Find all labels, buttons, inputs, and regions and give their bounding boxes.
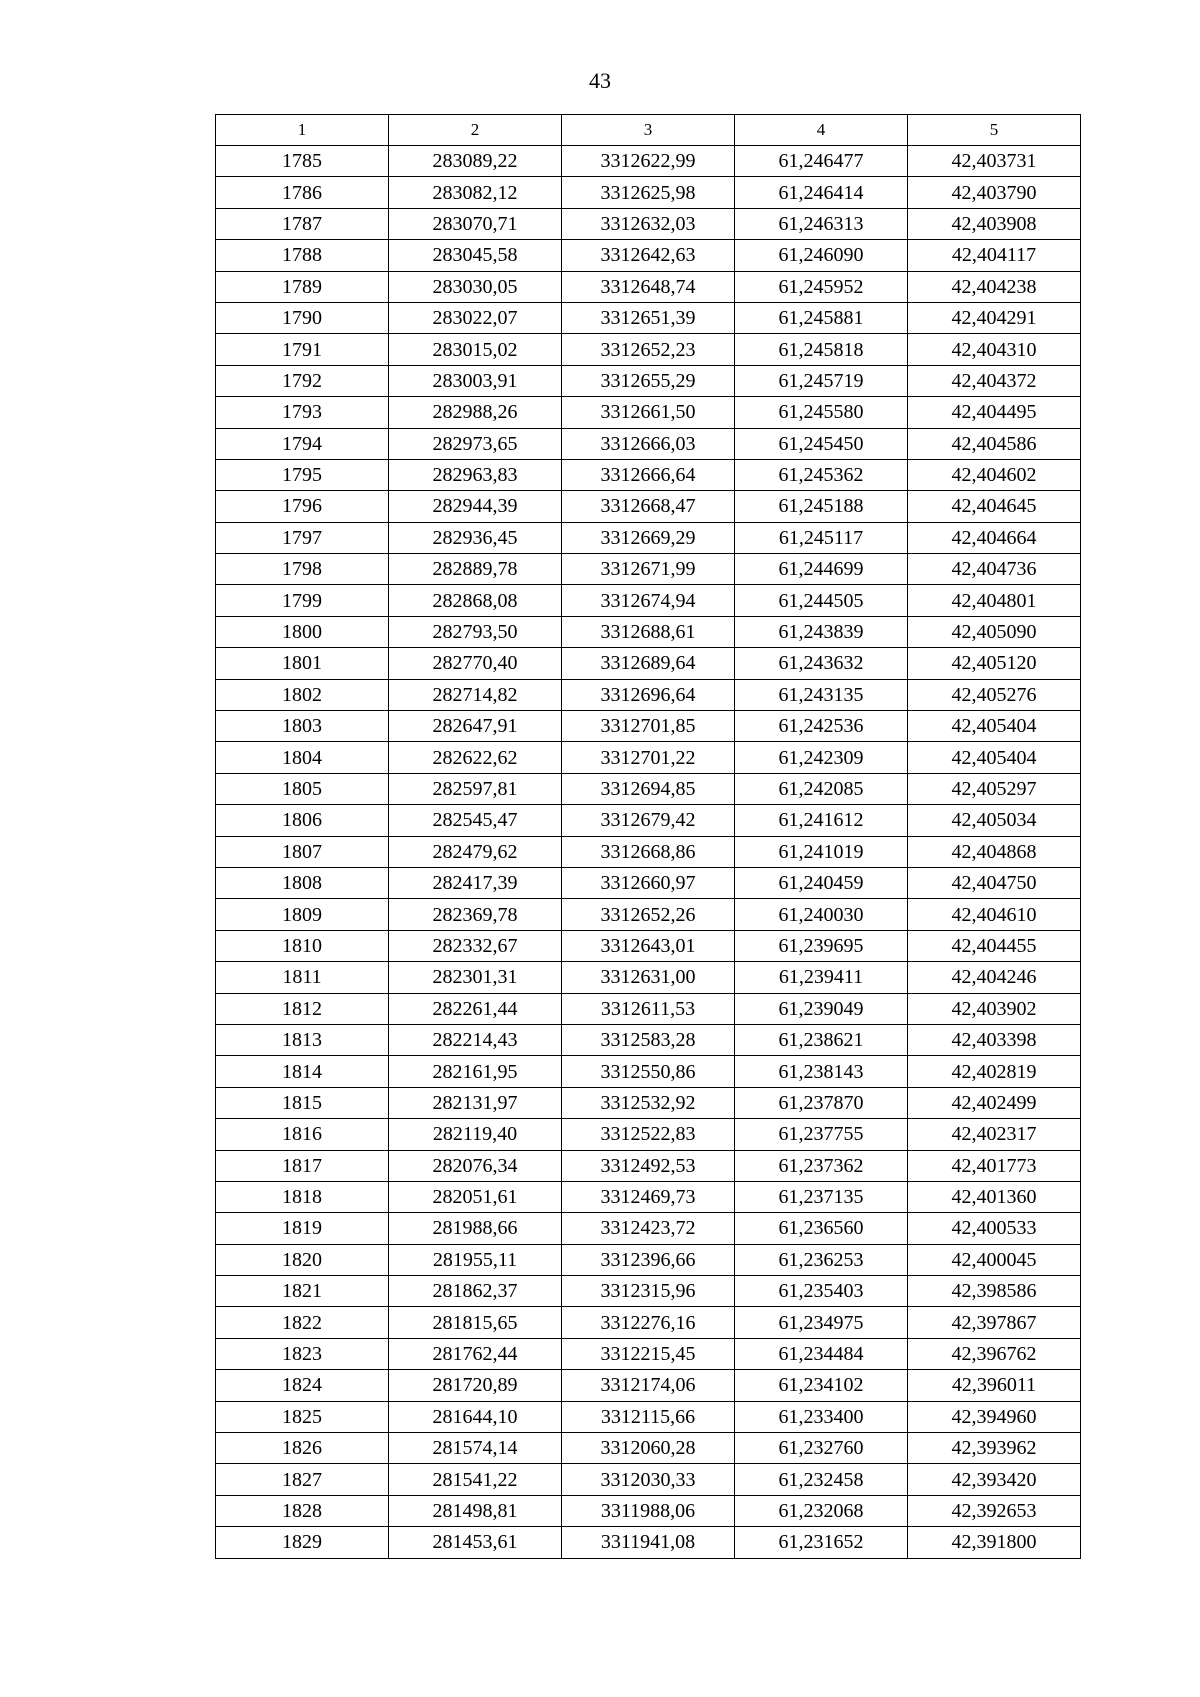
table-cell-col-1: 1822 bbox=[216, 1307, 389, 1338]
table-cell-col-4: 61,234102 bbox=[735, 1370, 908, 1401]
table-row bbox=[216, 679, 1081, 710]
table-cell-col-2: 281498,81 bbox=[389, 1495, 562, 1526]
table-cell-col-1: 1817 bbox=[216, 1150, 389, 1181]
table-cell-col-4: 61,240030 bbox=[735, 899, 908, 930]
table-cell-col-4: 61,234975 bbox=[735, 1307, 908, 1338]
table-cell-col-3: 3312550,86 bbox=[562, 1056, 735, 1087]
table-row bbox=[216, 867, 1081, 898]
column-header-2: 2 bbox=[389, 115, 562, 146]
table-cell-col-1: 1815 bbox=[216, 1087, 389, 1118]
table-row bbox=[216, 334, 1081, 365]
table-cell-col-1: 1811 bbox=[216, 962, 389, 993]
table-cell-col-1: 1810 bbox=[216, 930, 389, 961]
table-cell-col-2: 282988,26 bbox=[389, 397, 562, 428]
table-cell-col-4: 61,245362 bbox=[735, 459, 908, 490]
column-header-3: 3 bbox=[562, 115, 735, 146]
table-cell-col-5: 42,403398 bbox=[908, 1024, 1081, 1055]
table-cell-col-4: 61,243839 bbox=[735, 616, 908, 647]
table-cell-col-3: 3312689,64 bbox=[562, 648, 735, 679]
table-cell-col-5: 42,405034 bbox=[908, 805, 1081, 836]
table-row bbox=[216, 208, 1081, 239]
table-cell-col-1: 1823 bbox=[216, 1338, 389, 1369]
table-cell-col-3: 3312668,47 bbox=[562, 491, 735, 522]
table-row bbox=[216, 177, 1081, 208]
table-cell-col-1: 1792 bbox=[216, 365, 389, 396]
table-row bbox=[216, 1433, 1081, 1464]
table-cell-col-2: 282051,61 bbox=[389, 1181, 562, 1212]
table-cell-col-4: 61,239411 bbox=[735, 962, 908, 993]
table-row bbox=[216, 1527, 1081, 1558]
table-cell-col-2: 281815,65 bbox=[389, 1307, 562, 1338]
table-cell-col-4: 61,243135 bbox=[735, 679, 908, 710]
table-row bbox=[216, 428, 1081, 459]
table-cell-col-5: 42,391800 bbox=[908, 1527, 1081, 1558]
table-row bbox=[216, 930, 1081, 961]
table-cell-col-1: 1799 bbox=[216, 585, 389, 616]
table-cell-col-3: 3311941,08 bbox=[562, 1527, 735, 1558]
table-cell-col-5: 42,400533 bbox=[908, 1213, 1081, 1244]
table-cell-col-4: 61,238621 bbox=[735, 1024, 908, 1055]
table-cell-col-2: 282131,97 bbox=[389, 1087, 562, 1118]
table-cell-col-2: 282944,39 bbox=[389, 491, 562, 522]
table-cell-col-3: 3312631,00 bbox=[562, 962, 735, 993]
table-row bbox=[216, 648, 1081, 679]
table-cell-col-5: 42,404645 bbox=[908, 491, 1081, 522]
table-row bbox=[216, 302, 1081, 333]
coordinates-table bbox=[215, 114, 1081, 1559]
table-row bbox=[216, 993, 1081, 1024]
table-cell-col-2: 282770,40 bbox=[389, 648, 562, 679]
table-cell-col-3: 3312469,73 bbox=[562, 1181, 735, 1212]
table-cell-col-1: 1806 bbox=[216, 805, 389, 836]
table-cell-col-3: 3312701,85 bbox=[562, 711, 735, 742]
table-cell-col-4: 61,244699 bbox=[735, 554, 908, 585]
table-cell-col-4: 61,239049 bbox=[735, 993, 908, 1024]
table-row bbox=[216, 711, 1081, 742]
table-cell-col-2: 282793,50 bbox=[389, 616, 562, 647]
table-row bbox=[216, 1370, 1081, 1401]
table-cell-col-1: 1813 bbox=[216, 1024, 389, 1055]
table-row bbox=[216, 773, 1081, 804]
table-cell-col-2: 282714,82 bbox=[389, 679, 562, 710]
table-cell-col-4: 61,239695 bbox=[735, 930, 908, 961]
table-cell-col-5: 42,400045 bbox=[908, 1244, 1081, 1275]
table-cell-col-5: 42,394960 bbox=[908, 1401, 1081, 1432]
table-cell-col-3: 3312666,03 bbox=[562, 428, 735, 459]
table-cell-col-2: 282479,62 bbox=[389, 836, 562, 867]
table-cell-col-5: 42,404495 bbox=[908, 397, 1081, 428]
table-cell-col-3: 3312174,06 bbox=[562, 1370, 735, 1401]
table-cell-col-4: 61,237870 bbox=[735, 1087, 908, 1118]
table-cell-col-5: 42,405404 bbox=[908, 742, 1081, 773]
table-cell-col-3: 3312060,28 bbox=[562, 1433, 735, 1464]
table-cell-col-3: 3311988,06 bbox=[562, 1495, 735, 1526]
table-row bbox=[216, 616, 1081, 647]
table-cell-col-3: 3312668,86 bbox=[562, 836, 735, 867]
table-cell-col-1: 1785 bbox=[216, 146, 389, 177]
table-cell-col-2: 283082,12 bbox=[389, 177, 562, 208]
table-cell-col-5: 42,398586 bbox=[908, 1276, 1081, 1307]
table-cell-col-3: 3312655,29 bbox=[562, 365, 735, 396]
table-cell-col-2: 282622,62 bbox=[389, 742, 562, 773]
table-cell-col-3: 3312115,66 bbox=[562, 1401, 735, 1432]
table-cell-col-2: 282889,78 bbox=[389, 554, 562, 585]
table-row bbox=[216, 1119, 1081, 1150]
table-cell-col-4: 61,245450 bbox=[735, 428, 908, 459]
table-cell-col-1: 1828 bbox=[216, 1495, 389, 1526]
table-cell-col-4: 61,246313 bbox=[735, 208, 908, 239]
table-cell-col-5: 42,402499 bbox=[908, 1087, 1081, 1118]
table-cell-col-5: 42,405276 bbox=[908, 679, 1081, 710]
table-cell-col-1: 1789 bbox=[216, 271, 389, 302]
table-cell-col-5: 42,404291 bbox=[908, 302, 1081, 333]
table-cell-col-3: 3312522,83 bbox=[562, 1119, 735, 1150]
table-cell-col-2: 282261,44 bbox=[389, 993, 562, 1024]
table-body bbox=[216, 146, 1081, 1559]
table-cell-col-3: 3312423,72 bbox=[562, 1213, 735, 1244]
table-cell-col-2: 281720,89 bbox=[389, 1370, 562, 1401]
table-cell-col-3: 3312396,66 bbox=[562, 1244, 735, 1275]
table-cell-col-3: 3312625,98 bbox=[562, 177, 735, 208]
table-cell-col-3: 3312648,74 bbox=[562, 271, 735, 302]
table-cell-col-1: 1797 bbox=[216, 522, 389, 553]
table-cell-col-3: 3312492,53 bbox=[562, 1150, 735, 1181]
table-cell-col-4: 61,235403 bbox=[735, 1276, 908, 1307]
table-cell-col-5: 42,404868 bbox=[908, 836, 1081, 867]
table-cell-col-2: 283030,05 bbox=[389, 271, 562, 302]
table-cell-col-2: 282963,83 bbox=[389, 459, 562, 490]
table-cell-col-3: 3312696,64 bbox=[562, 679, 735, 710]
table-cell-col-5: 42,396011 bbox=[908, 1370, 1081, 1401]
table-cell-col-4: 61,245881 bbox=[735, 302, 908, 333]
table-cell-col-1: 1791 bbox=[216, 334, 389, 365]
table-cell-col-5: 42,403902 bbox=[908, 993, 1081, 1024]
table-cell-col-3: 3312661,50 bbox=[562, 397, 735, 428]
table-cell-col-1: 1802 bbox=[216, 679, 389, 710]
table-row bbox=[216, 742, 1081, 773]
table-cell-col-1: 1807 bbox=[216, 836, 389, 867]
table-row bbox=[216, 1244, 1081, 1275]
table-cell-col-5: 42,403908 bbox=[908, 208, 1081, 239]
table-cell-col-2: 283070,71 bbox=[389, 208, 562, 239]
table-row bbox=[216, 836, 1081, 867]
table-cell-col-4: 61,243632 bbox=[735, 648, 908, 679]
table-cell-col-4: 61,231652 bbox=[735, 1527, 908, 1558]
table-cell-col-3: 3312652,23 bbox=[562, 334, 735, 365]
table-cell-col-4: 61,242309 bbox=[735, 742, 908, 773]
table-cell-col-1: 1793 bbox=[216, 397, 389, 428]
table-cell-col-3: 3312315,96 bbox=[562, 1276, 735, 1307]
table-row bbox=[216, 146, 1081, 177]
table-row bbox=[216, 1024, 1081, 1055]
table-cell-col-1: 1812 bbox=[216, 993, 389, 1024]
table-cell-col-2: 281988,66 bbox=[389, 1213, 562, 1244]
table-row bbox=[216, 240, 1081, 271]
table-cell-col-4: 61,237755 bbox=[735, 1119, 908, 1150]
table-cell-col-5: 42,402317 bbox=[908, 1119, 1081, 1150]
table-cell-col-4: 61,246477 bbox=[735, 146, 908, 177]
table-cell-col-5: 42,404238 bbox=[908, 271, 1081, 302]
table-cell-col-5: 42,393962 bbox=[908, 1433, 1081, 1464]
table-row bbox=[216, 585, 1081, 616]
table-cell-col-4: 61,237362 bbox=[735, 1150, 908, 1181]
table-row bbox=[216, 1276, 1081, 1307]
table-cell-col-1: 1808 bbox=[216, 867, 389, 898]
table-cell-col-1: 1827 bbox=[216, 1464, 389, 1495]
table-cell-col-5: 42,404455 bbox=[908, 930, 1081, 961]
table-cell-col-5: 42,404664 bbox=[908, 522, 1081, 553]
table-cell-col-4: 61,237135 bbox=[735, 1181, 908, 1212]
table-cell-col-2: 283015,02 bbox=[389, 334, 562, 365]
table-cell-col-2: 282369,78 bbox=[389, 899, 562, 930]
table-cell-col-4: 61,245188 bbox=[735, 491, 908, 522]
table-cell-col-1: 1804 bbox=[216, 742, 389, 773]
table-cell-col-4: 61,240459 bbox=[735, 867, 908, 898]
table-cell-col-2: 282214,43 bbox=[389, 1024, 562, 1055]
table-cell-col-4: 61,232458 bbox=[735, 1464, 908, 1495]
table-cell-col-4: 61,236560 bbox=[735, 1213, 908, 1244]
table-cell-col-5: 42,404246 bbox=[908, 962, 1081, 993]
table-cell-col-3: 3312666,64 bbox=[562, 459, 735, 490]
table-cell-col-4: 61,246090 bbox=[735, 240, 908, 271]
table-cell-col-2: 283022,07 bbox=[389, 302, 562, 333]
table-cell-col-5: 42,404736 bbox=[908, 554, 1081, 585]
table-row bbox=[216, 397, 1081, 428]
table-cell-col-1: 1818 bbox=[216, 1181, 389, 1212]
page-number: 43 bbox=[589, 68, 611, 93]
table-cell-col-2: 282597,81 bbox=[389, 773, 562, 804]
table-row bbox=[216, 1150, 1081, 1181]
table-cell-col-2: 283045,58 bbox=[389, 240, 562, 271]
table-cell-col-2: 281453,61 bbox=[389, 1527, 562, 1558]
table-cell-col-2: 281955,11 bbox=[389, 1244, 562, 1275]
table-cell-col-1: 1821 bbox=[216, 1276, 389, 1307]
table-cell-col-1: 1809 bbox=[216, 899, 389, 930]
table-row bbox=[216, 1181, 1081, 1212]
table-cell-col-1: 1819 bbox=[216, 1213, 389, 1244]
table-cell-col-1: 1787 bbox=[216, 208, 389, 239]
table-cell-col-1: 1801 bbox=[216, 648, 389, 679]
table-cell-col-5: 42,397867 bbox=[908, 1307, 1081, 1338]
table-cell-col-5: 42,405120 bbox=[908, 648, 1081, 679]
table-cell-col-4: 61,236253 bbox=[735, 1244, 908, 1275]
table-cell-col-4: 61,238143 bbox=[735, 1056, 908, 1087]
table-cell-col-1: 1826 bbox=[216, 1433, 389, 1464]
table-cell-col-3: 3312583,28 bbox=[562, 1024, 735, 1055]
header-row bbox=[216, 115, 1081, 146]
table-cell-col-1: 1786 bbox=[216, 177, 389, 208]
table-cell-col-4: 61,245719 bbox=[735, 365, 908, 396]
table-cell-col-2: 282417,39 bbox=[389, 867, 562, 898]
table-cell-col-4: 61,241612 bbox=[735, 805, 908, 836]
table-cell-col-5: 42,393420 bbox=[908, 1464, 1081, 1495]
table-cell-col-2: 281644,10 bbox=[389, 1401, 562, 1432]
table-cell-col-2: 282161,95 bbox=[389, 1056, 562, 1087]
table-row bbox=[216, 899, 1081, 930]
table-cell-col-3: 3312611,53 bbox=[562, 993, 735, 1024]
table-cell-col-1: 1796 bbox=[216, 491, 389, 522]
column-header-1: 1 bbox=[216, 115, 389, 146]
table-cell-col-5: 42,404372 bbox=[908, 365, 1081, 396]
column-header-4: 4 bbox=[735, 115, 908, 146]
table-cell-col-5: 42,404117 bbox=[908, 240, 1081, 271]
table-cell-col-4: 61,245580 bbox=[735, 397, 908, 428]
table-cell-col-5: 42,402819 bbox=[908, 1056, 1081, 1087]
table-cell-col-5: 42,403731 bbox=[908, 146, 1081, 177]
table-cell-col-1: 1820 bbox=[216, 1244, 389, 1275]
table-cell-col-1: 1816 bbox=[216, 1119, 389, 1150]
table-cell-col-5: 42,405090 bbox=[908, 616, 1081, 647]
table-cell-col-4: 61,245952 bbox=[735, 271, 908, 302]
table-cell-col-1: 1803 bbox=[216, 711, 389, 742]
table-row bbox=[216, 459, 1081, 490]
table-cell-col-5: 42,403790 bbox=[908, 177, 1081, 208]
table-cell-col-5: 42,396762 bbox=[908, 1338, 1081, 1369]
table-cell-col-2: 282332,67 bbox=[389, 930, 562, 961]
table-cell-col-2: 283003,91 bbox=[389, 365, 562, 396]
table-cell-col-3: 3312215,45 bbox=[562, 1338, 735, 1369]
table-cell-col-3: 3312701,22 bbox=[562, 742, 735, 773]
table-cell-col-3: 3312679,42 bbox=[562, 805, 735, 836]
table-cell-col-2: 282868,08 bbox=[389, 585, 562, 616]
table-cell-col-2: 282647,91 bbox=[389, 711, 562, 742]
table-cell-col-2: 283089,22 bbox=[389, 146, 562, 177]
table-row bbox=[216, 1056, 1081, 1087]
table-cell-col-1: 1795 bbox=[216, 459, 389, 490]
table-row bbox=[216, 365, 1081, 396]
table-cell-col-2: 282545,47 bbox=[389, 805, 562, 836]
table-cell-col-5: 42,404750 bbox=[908, 867, 1081, 898]
table-cell-col-3: 3312030,33 bbox=[562, 1464, 735, 1495]
table-row bbox=[216, 491, 1081, 522]
table-cell-col-2: 281574,14 bbox=[389, 1433, 562, 1464]
table-cell-col-1: 1800 bbox=[216, 616, 389, 647]
table-cell-col-3: 3312651,39 bbox=[562, 302, 735, 333]
table-row bbox=[216, 1464, 1081, 1495]
table-row bbox=[216, 1401, 1081, 1432]
table-cell-col-4: 61,233400 bbox=[735, 1401, 908, 1432]
table-row bbox=[216, 1495, 1081, 1526]
table-cell-col-1: 1824 bbox=[216, 1370, 389, 1401]
table-cell-col-5: 42,404602 bbox=[908, 459, 1081, 490]
table-row bbox=[216, 1307, 1081, 1338]
table-cell-col-1: 1805 bbox=[216, 773, 389, 804]
table-cell-col-5: 42,405404 bbox=[908, 711, 1081, 742]
table-cell-col-4: 61,232760 bbox=[735, 1433, 908, 1464]
table-cell-col-4: 61,232068 bbox=[735, 1495, 908, 1526]
table-cell-col-3: 3312671,99 bbox=[562, 554, 735, 585]
table-cell-col-2: 282936,45 bbox=[389, 522, 562, 553]
table-row bbox=[216, 522, 1081, 553]
table-row bbox=[216, 271, 1081, 302]
table-row bbox=[216, 1338, 1081, 1369]
table-row bbox=[216, 805, 1081, 836]
table-cell-col-5: 42,392653 bbox=[908, 1495, 1081, 1526]
table-cell-col-5: 42,405297 bbox=[908, 773, 1081, 804]
table-cell-col-2: 282119,40 bbox=[389, 1119, 562, 1150]
table-cell-col-1: 1829 bbox=[216, 1527, 389, 1558]
table-cell-col-4: 61,241019 bbox=[735, 836, 908, 867]
table-cell-col-4: 61,242085 bbox=[735, 773, 908, 804]
table-cell-col-3: 3312642,63 bbox=[562, 240, 735, 271]
table-cell-col-4: 61,244505 bbox=[735, 585, 908, 616]
table-cell-col-3: 3312643,01 bbox=[562, 930, 735, 961]
table-cell-col-3: 3312674,94 bbox=[562, 585, 735, 616]
table-cell-col-3: 3312694,85 bbox=[562, 773, 735, 804]
table-cell-col-3: 3312652,26 bbox=[562, 899, 735, 930]
table-cell-col-3: 3312532,92 bbox=[562, 1087, 735, 1118]
table-cell-col-5: 42,404586 bbox=[908, 428, 1081, 459]
table-cell-col-5: 42,404310 bbox=[908, 334, 1081, 365]
table-cell-col-2: 281541,22 bbox=[389, 1464, 562, 1495]
table-row bbox=[216, 1087, 1081, 1118]
table-cell-col-3: 3312669,29 bbox=[562, 522, 735, 553]
table-row bbox=[216, 554, 1081, 585]
table-cell-col-4: 61,245117 bbox=[735, 522, 908, 553]
table-cell-col-2: 282973,65 bbox=[389, 428, 562, 459]
table-cell-col-4: 61,246414 bbox=[735, 177, 908, 208]
table-cell-col-1: 1788 bbox=[216, 240, 389, 271]
table-cell-col-3: 3312276,16 bbox=[562, 1307, 735, 1338]
table-cell-col-3: 3312660,97 bbox=[562, 867, 735, 898]
table-cell-col-1: 1794 bbox=[216, 428, 389, 459]
table-cell-col-1: 1814 bbox=[216, 1056, 389, 1087]
table-cell-col-4: 61,242536 bbox=[735, 711, 908, 742]
table-cell-col-5: 42,401360 bbox=[908, 1181, 1081, 1212]
table-cell-col-2: 282076,34 bbox=[389, 1150, 562, 1181]
table-cell-col-1: 1825 bbox=[216, 1401, 389, 1432]
table-cell-col-3: 3312688,61 bbox=[562, 616, 735, 647]
table-cell-col-4: 61,245818 bbox=[735, 334, 908, 365]
table-cell-col-2: 282301,31 bbox=[389, 962, 562, 993]
table-cell-col-2: 281762,44 bbox=[389, 1338, 562, 1369]
table-cell-col-4: 61,234484 bbox=[735, 1338, 908, 1369]
table-cell-col-1: 1798 bbox=[216, 554, 389, 585]
table-cell-col-5: 42,404801 bbox=[908, 585, 1081, 616]
table-row bbox=[216, 962, 1081, 993]
table-cell-col-5: 42,401773 bbox=[908, 1150, 1081, 1181]
table-row bbox=[216, 1213, 1081, 1244]
table-cell-col-3: 3312632,03 bbox=[562, 208, 735, 239]
table-header bbox=[216, 115, 1081, 146]
table-cell-col-3: 3312622,99 bbox=[562, 146, 735, 177]
table-cell-col-2: 281862,37 bbox=[389, 1276, 562, 1307]
column-header-5: 5 bbox=[908, 115, 1081, 146]
table-cell-col-1: 1790 bbox=[216, 302, 389, 333]
table-cell-col-5: 42,404610 bbox=[908, 899, 1081, 930]
